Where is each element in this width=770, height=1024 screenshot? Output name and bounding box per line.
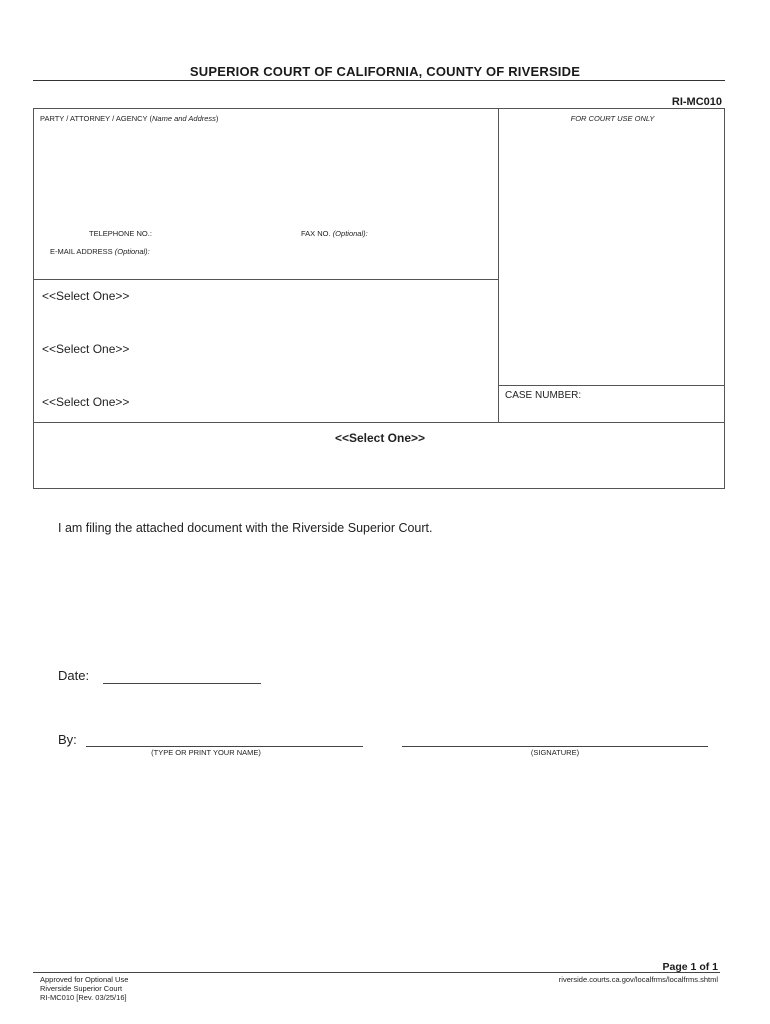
filing-statement: I am filing the attached document with the Riverside Superior Court. [58,521,433,535]
title-select-one[interactable]: <<Select One>> [334,431,426,445]
footer-approval [40,975,128,1002]
footer-approved: Approved for Optional Use [40,975,129,984]
signature-caption: (SIGNATURE) [530,748,580,757]
page-number: Page 1 of 1 [662,961,718,973]
court-title: SUPERIOR COURT OF CALIFORNIA, COUNTY OF RIVERSIDE [189,64,581,79]
footer-rule [33,972,720,973]
party-label-italic: Name and Address [151,114,216,123]
party-label-end: ) [215,114,219,123]
select-one-1[interactable]: <<Select One>> [42,289,130,303]
name-caption: (TYPE OR PRINT YOUR NAME) [151,748,261,757]
form-id: RI-MC010 [671,96,722,108]
select-one-3[interactable]: <<Select One>> [42,395,130,409]
title-rule [33,80,725,81]
date-line[interactable] [103,683,261,684]
telephone-label: TELEPHONE NO.: [89,229,152,238]
footer-revision: RI-MC010 [Rev. 03/25/16] [40,993,127,1002]
party-box[interactable] [33,108,499,280]
court-selectors-box [33,279,499,423]
select-one-2[interactable]: <<Select One>> [42,342,130,356]
footer-url[interactable]: riverside.courts.ca.gov/localfrms/localfrms.shtml [558,975,718,984]
signature-line[interactable] [402,746,708,747]
name-line[interactable] [86,746,363,747]
fax-label [301,229,368,238]
fax-label-optional: (Optional): [332,229,368,238]
case-number-box[interactable] [498,385,725,423]
party-label [40,114,218,123]
party-label-main: PARTY / ATTORNEY / AGENCY ( [40,114,152,123]
court-use-box [498,108,725,386]
document-title-box [33,422,725,489]
email-label [50,247,150,256]
email-label-optional: (Optional): [114,247,150,256]
date-label: Date: [58,668,90,683]
fax-label-main: FAX NO. [301,229,333,238]
by-label: By: [58,732,77,747]
email-label-main: E-MAIL ADDRESS [50,247,115,256]
court-use-label: FOR COURT USE ONLY [570,114,655,123]
footer-court: Riverside Superior Court [40,984,123,993]
case-number-label: CASE NUMBER: [505,390,582,401]
